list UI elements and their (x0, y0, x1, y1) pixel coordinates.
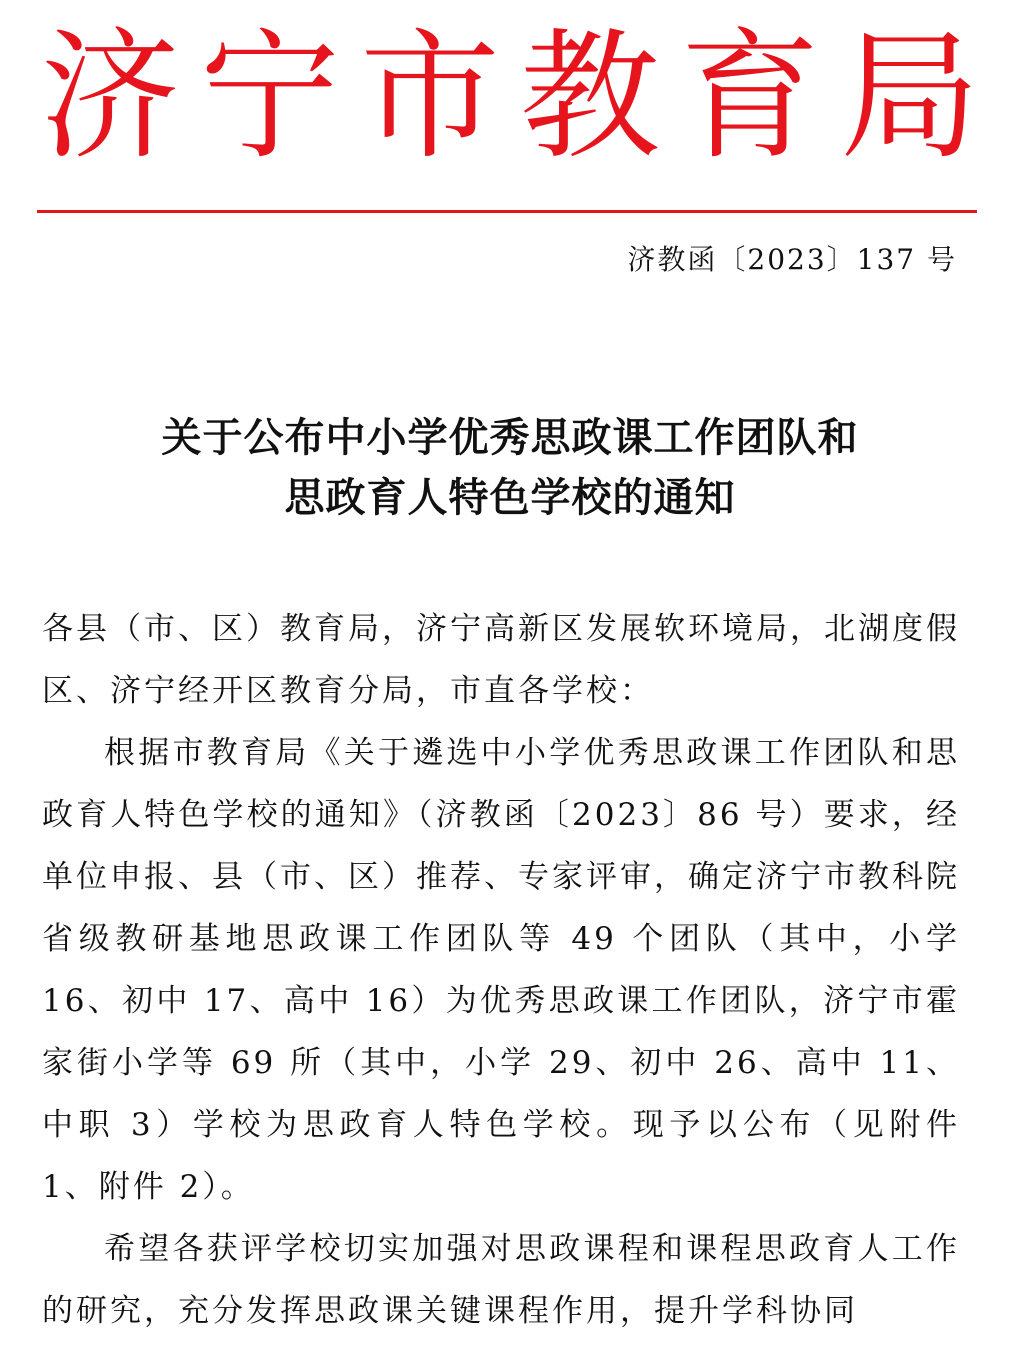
body-paragraph-1: 根据市教育局《关于遴选中小学优秀思政课工作团队和思政育人特色学校的通知》（济教函〔2023〕86 号）要求，经单位申报、县（市、区）推荐、专家评审，确定济宁市教科院省级教研基地思政课工作团队等 49 个团队（其中，小学 16、初中 17、高中 16）为优秀思政课工作团队，济宁市霍家街小学等 69 所（其中，小学 29、初中 26、高中 11、中职 3）学校为思政育人特色学校。现予以公布（见附件 1、附件 2）。 (42, 735, 960, 1205)
header-char: 宁 (199, 16, 340, 179)
body-paragraph-2: 希望各获评学校切实加强对思政课程和课程思政育人工作的研究，充分发挥思政课关键课程作用，提升学科协同 (42, 1231, 960, 1329)
header-char: 教 (519, 16, 660, 179)
header-char: 济 (40, 16, 181, 179)
title-line-1: 关于公布中小学优秀思政课工作团队和 (161, 415, 859, 461)
header-char: 市 (359, 16, 500, 179)
document-title (40, 408, 980, 528)
issuing-authority-header (40, 8, 980, 188)
header-char: 局 (839, 16, 980, 179)
document-number: 济教函〔2023〕137 号 (627, 243, 957, 276)
salutation: 各县（市、区）教育局，济宁高新区发展软环境局，北湖度假区、济宁经开区教育分局，市直各学校： (42, 611, 960, 709)
document-body (42, 598, 960, 1342)
title-line-2: 思政育人特色学校的通知 (284, 475, 736, 521)
header-char: 育 (679, 16, 820, 179)
header-divider (37, 210, 977, 213)
